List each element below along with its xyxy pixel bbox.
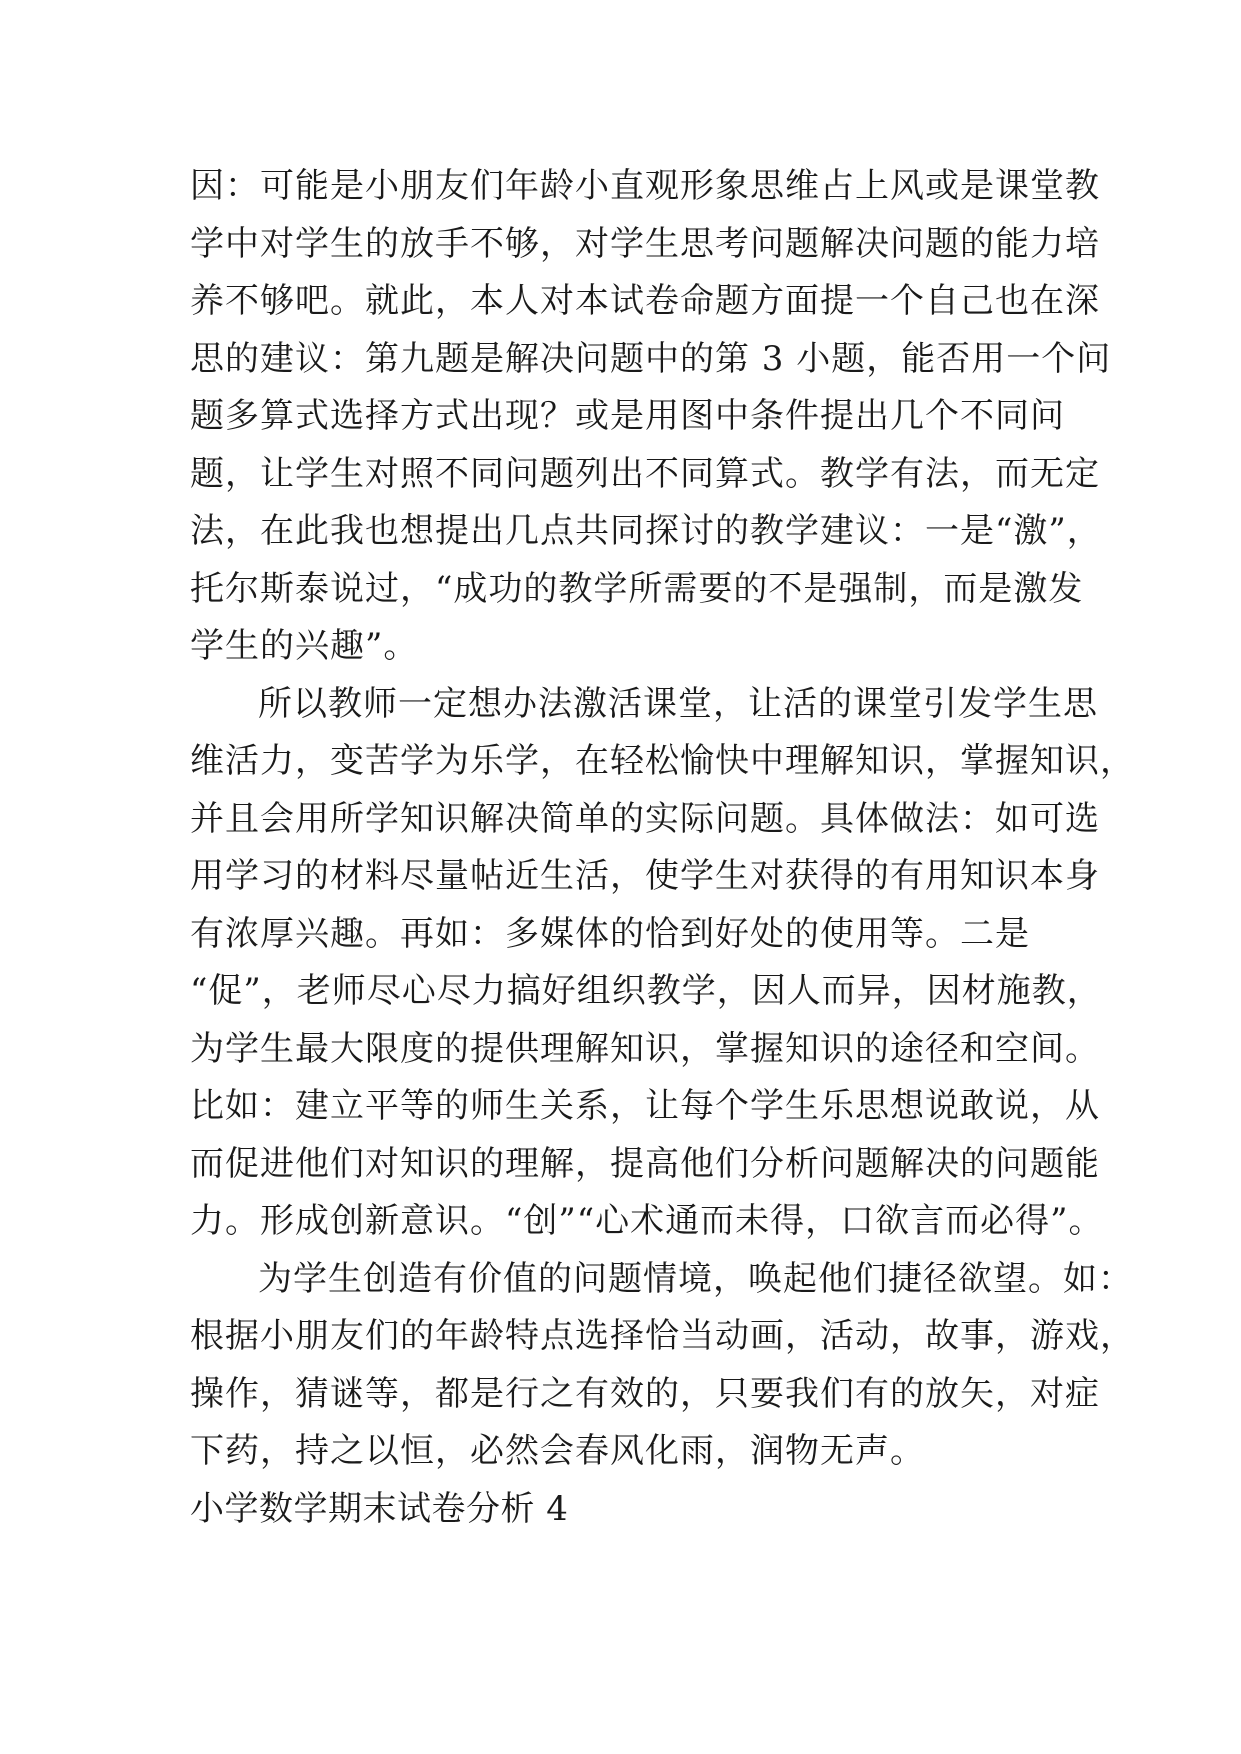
text-line: 有浓厚兴趣。再如：多媒体的恰到好处的使用等。二是	[190, 913, 1030, 954]
text-line: 法，在此我也想提出几点共同探讨的教学建议：一是“激”，	[190, 511, 1102, 551]
text-line: 操作，猜谜等，都是行之有效的，只要我们有的放矢，对症	[190, 1373, 1100, 1414]
text-line: 为学生最大限度的提供理解知识，掌握知识的途径和空间。	[190, 1028, 1100, 1069]
text-line: 而促进他们对知识的理解，提高他们分析问题解决的问题能	[190, 1143, 1100, 1184]
text-line: 用学习的材料尽量帖近生活，使学生对获得的有用知识本身	[190, 856, 1100, 896]
body-text	[190, 158, 1135, 1538]
text-line: 并且会用所学知识解决简单的实际问题。具体做法：如可选	[190, 798, 1100, 839]
text-line: 力。形成创新意识。“创”“心术通而未得，口欲言而必得”。	[190, 1201, 1104, 1241]
text-line: 学生的兴趣”。	[190, 626, 419, 666]
text-line: 养不够吧。就此，本人对本试卷命题方面提一个自己也在深	[190, 281, 1100, 321]
text-line: 托尔斯泰说过，“成功的教学所需要的不是强制，而是激发	[190, 568, 1084, 609]
text-line: 因：可能是小朋友们年龄小直观形象思维占上风或是课堂教	[190, 166, 1100, 206]
text-line: 学中对学生的放手不够，对学生思考问题解决问题的能力培	[190, 223, 1100, 264]
text-line: 维活力，变苦学为乐学，在轻松愉快中理解知识，掌握知识，	[190, 741, 1135, 781]
text-line: 所以教师一定想办法激活课堂，让活的课堂引发学生思	[258, 683, 1098, 724]
section-heading: 小学数学期末试卷分析 4	[190, 1488, 569, 1529]
text-line: 为学生创造有价值的问题情境，唤起他们捷径欲望。如：	[258, 1258, 1133, 1299]
text-line: 思的建议：第九题是解决问题中的第 3 小题，能否用一个问	[190, 338, 1112, 379]
text-line: “促”，老师尽心尽力搞好组织教学，因人而异，因材施教，	[190, 971, 1102, 1011]
text-line: 题，让学生对照不同问题列出不同算式。教学有法，而无定	[190, 453, 1100, 494]
text-line: 根据小朋友们的年龄特点选择恰当动画，活动，故事，游戏，	[190, 1316, 1135, 1356]
text-line: 比如：建立平等的师生关系，让每个学生乐思想说敢说，从	[190, 1086, 1100, 1126]
text-line: 题多算式选择方式出现？或是用图中条件提出几个不同问	[190, 396, 1065, 436]
text-line: 下药，持之以恒，必然会春风化雨，润物无声。	[190, 1431, 925, 1471]
